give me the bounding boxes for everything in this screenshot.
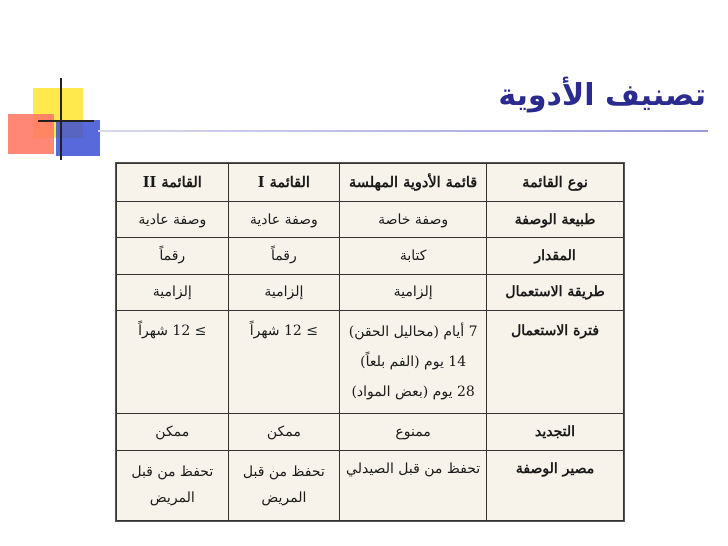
header-list-1: القائمة I: [228, 164, 340, 202]
cell-method-list1: إلزامية: [228, 274, 340, 310]
table-header-row: [117, 164, 624, 202]
cell-prescription-list1: وصفة عادية: [228, 202, 340, 238]
decor-vertical-line: [60, 78, 62, 160]
header-narcotic-list: قائمة الأدوية المهلسة: [340, 164, 487, 202]
cell-method-list2: إلزامية: [117, 274, 229, 310]
cell-fate-list2: تحفظ من قبل المريض: [117, 450, 229, 520]
header-list-2: القائمة II: [117, 164, 229, 202]
slide-title: تصنيف الأدوية: [498, 78, 706, 113]
cell-method-narcotic: إلزامية: [340, 274, 487, 310]
cell-quantity-list2: رقماً: [117, 238, 229, 274]
period-line: 7 أيام (محاليل الحقن): [348, 324, 478, 341]
table-row: [117, 310, 624, 414]
cell-period-list2: ≥ 12 شهراً: [117, 310, 229, 414]
classification-table: [116, 163, 624, 521]
row-label-prescription: طبيعة الوصفة: [487, 202, 624, 238]
table-row: [117, 450, 624, 520]
table-row: [117, 202, 624, 238]
cell-quantity-list1: رقماً: [228, 238, 340, 274]
row-label-fate: مصير الوصفة: [487, 450, 624, 520]
classification-table-image: [115, 162, 625, 522]
period-line: 14 يوم (الفم بلعاً): [360, 354, 467, 371]
cell-fate-narcotic: تحفظ من قبل الصيدلي: [340, 450, 487, 520]
decor-blue-square: [56, 120, 100, 156]
cell-prescription-list2: وصفة عادية: [117, 202, 229, 238]
period-line: 28 يوم (بعض المواد): [351, 384, 475, 401]
row-label-quantity: المقدار: [487, 238, 624, 274]
row-label-renewal: التجديد: [487, 414, 624, 450]
table-row: [117, 238, 624, 274]
cell-period-narcotic: [340, 310, 487, 414]
cell-fate-list1: تحفظ من قبل المريض: [228, 450, 340, 520]
row-label-method: طريقة الاستعمال: [487, 274, 624, 310]
cell-renewal-list2: ممكن: [117, 414, 229, 450]
row-label-period: فترة الاستعمال: [487, 310, 624, 414]
cell-quantity-narcotic: كتابة: [340, 238, 487, 274]
cell-renewal-narcotic: ممنوع: [340, 414, 487, 450]
table-row: [117, 414, 624, 450]
decor-horizontal-line: [38, 120, 94, 122]
cell-period-list1: ≥ 12 شهراً: [228, 310, 340, 414]
cell-prescription-narcotic: وصفة خاصة: [340, 202, 487, 238]
title-underline: [98, 130, 708, 132]
cell-renewal-list1: ممكن: [228, 414, 340, 450]
header-list-type: نوع القائمة: [487, 164, 624, 202]
table-row: [117, 274, 624, 310]
